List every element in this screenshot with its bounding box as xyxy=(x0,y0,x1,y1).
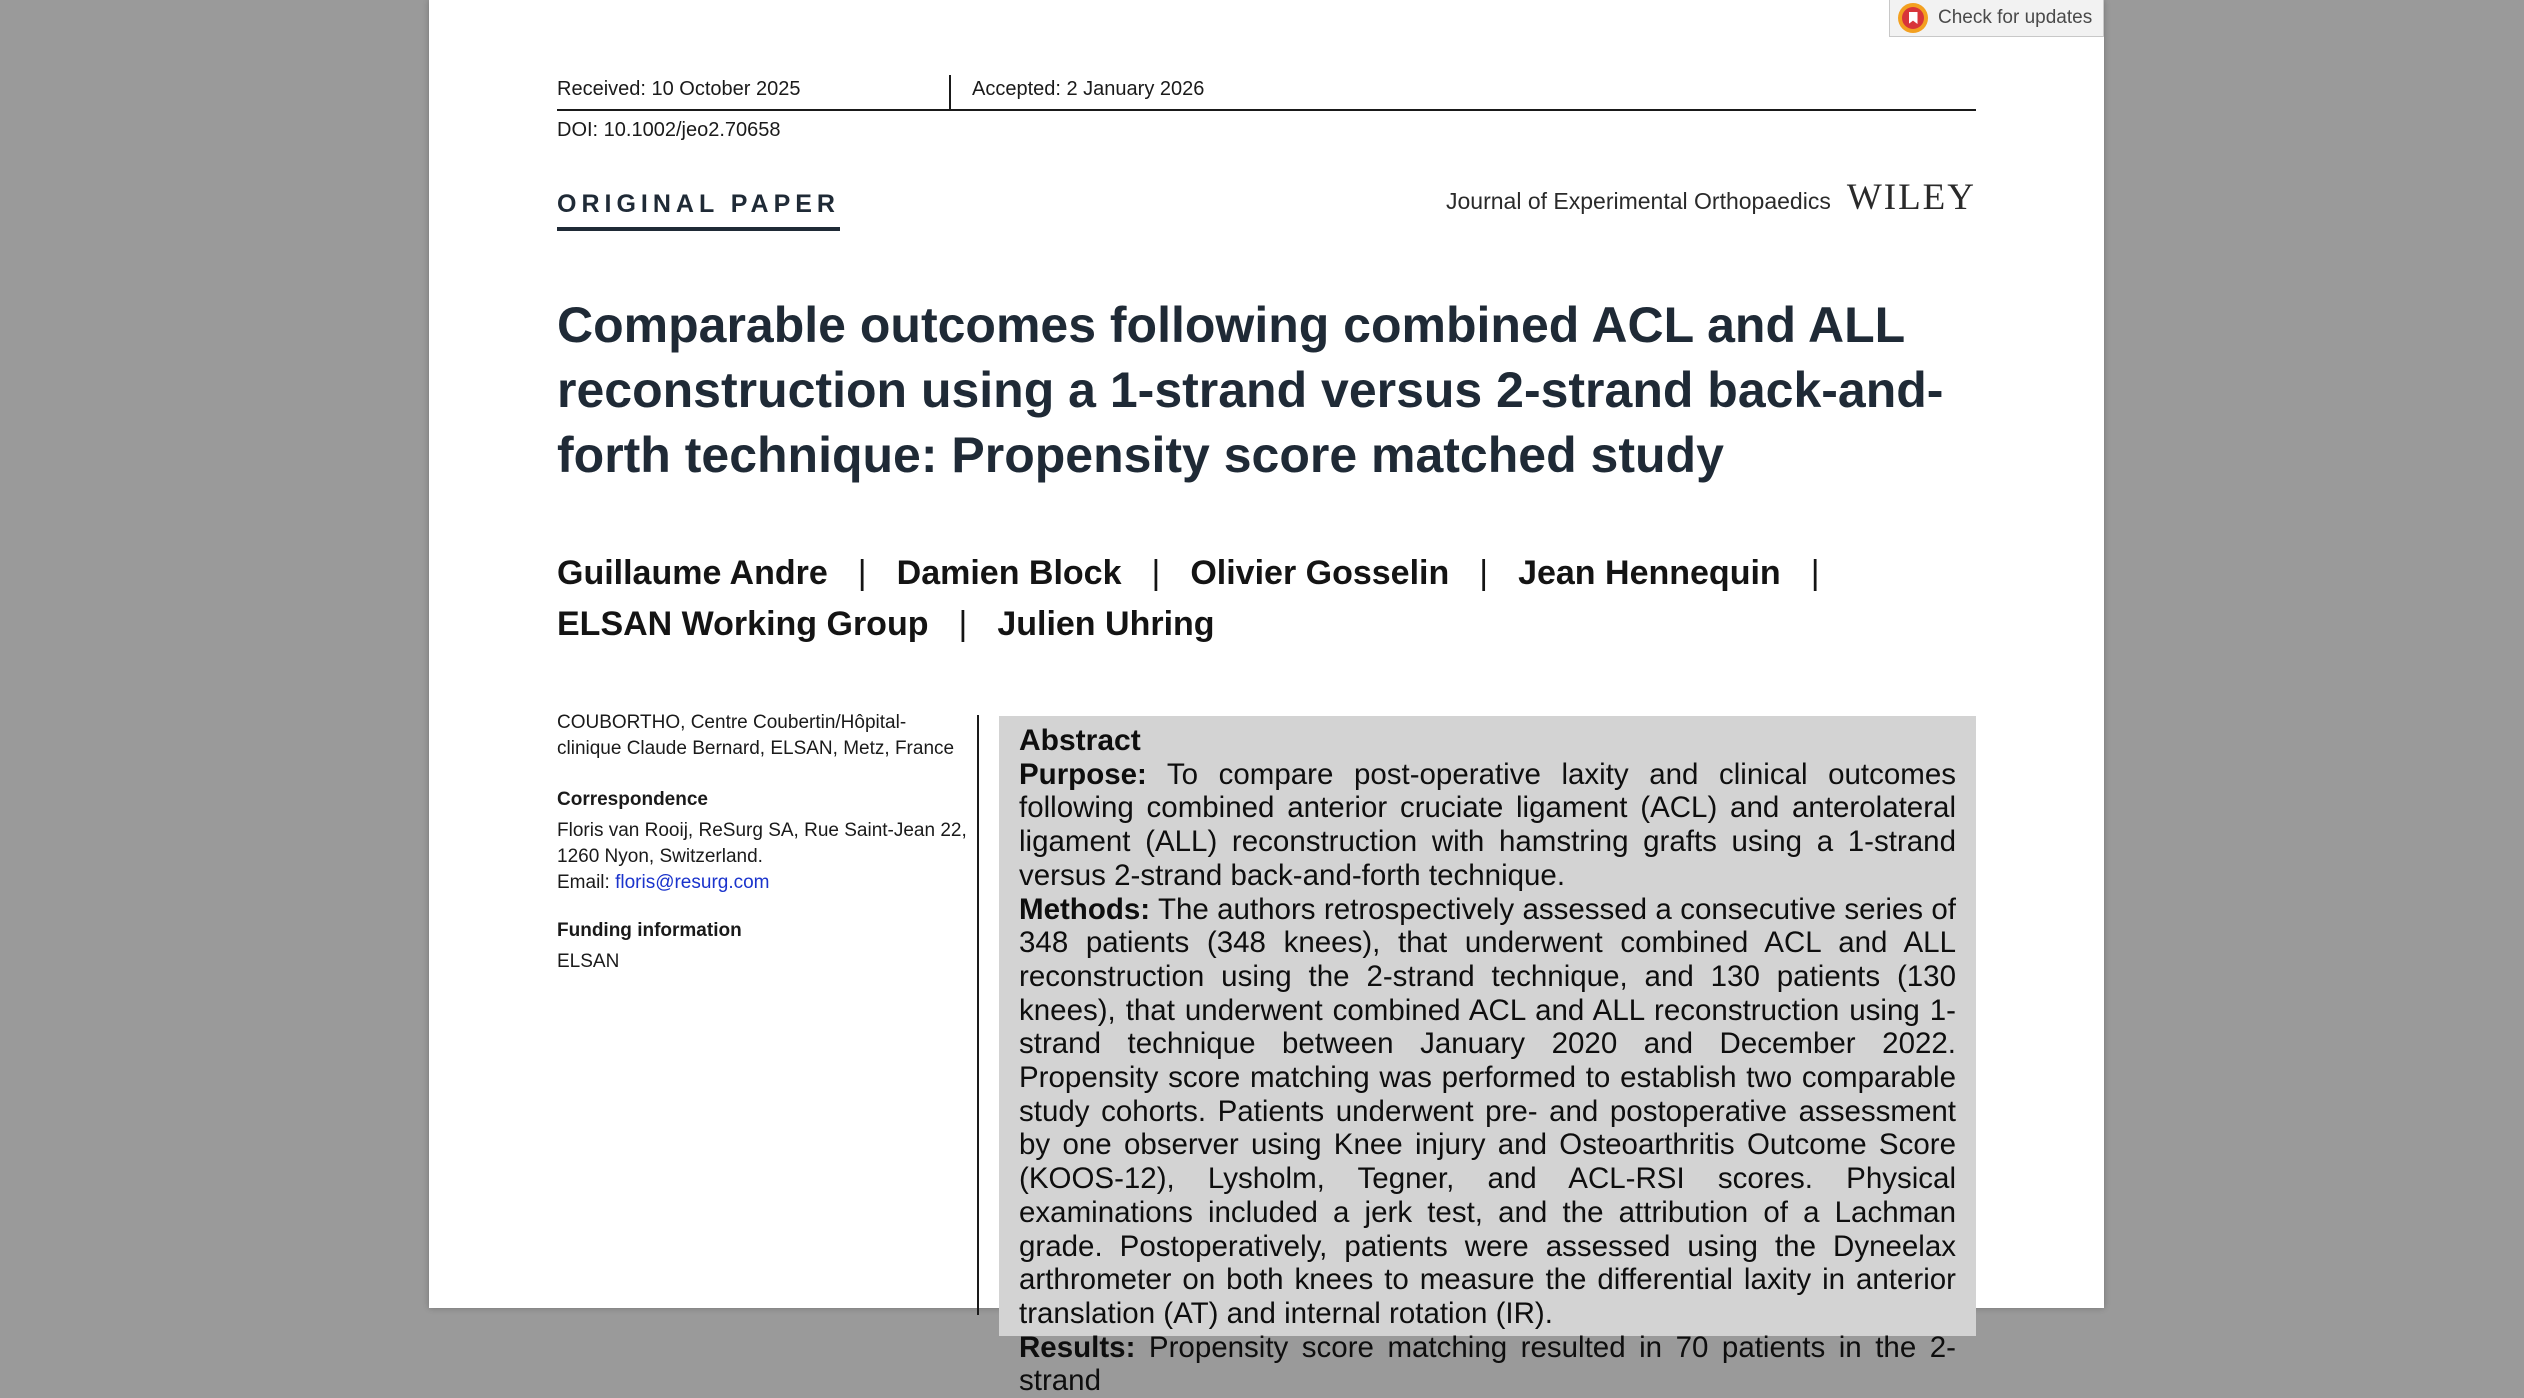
header-divider xyxy=(949,75,951,111)
abstract-methods xyxy=(1019,893,1956,1331)
correspondence-label: Correspondence xyxy=(557,789,708,810)
journal-name: Journal of Experimental Orthopaedics xyxy=(1446,188,1831,214)
author-name: Julien Uhring xyxy=(997,605,1215,643)
affiliation: COUBORTHO, Centre Coubertin/Hôpital-clinique Claude Bernard, ELSAN, Metz, France xyxy=(557,712,955,759)
author-separator: | xyxy=(1151,554,1161,592)
funding-text: ELSAN xyxy=(557,951,620,972)
correspondence-block xyxy=(557,787,967,896)
author-name: ELSAN Working Group xyxy=(557,605,929,643)
doi: DOI: 10.1002/jeo2.70658 xyxy=(557,119,781,141)
publisher-logo: WILEY xyxy=(1846,177,1976,218)
funding-label: Funding information xyxy=(557,920,742,941)
author-separator: | xyxy=(1479,554,1489,592)
author-separator: | xyxy=(958,605,968,643)
journal-brand xyxy=(1446,176,1976,219)
bookmark-badge-icon xyxy=(1898,3,1928,33)
methods-label: Methods: xyxy=(1019,892,1151,926)
author-separator: | xyxy=(857,554,867,592)
author-separator: | xyxy=(1810,554,1820,592)
purpose-text: To compare post-operative laxity and clinical outcomes following combined anterior cruciate ligament (ACL) and anterolateral ligament (ALL) reconstruction with hamstring grafts using a 1-strand versus 2-strand back-and-forth technique. xyxy=(1019,757,1956,892)
author-name: Jean Hennequin xyxy=(1518,554,1781,592)
author-name: Guillaume Andre xyxy=(557,554,828,592)
paper-title: Comparable outcomes following combined ACL and ALL reconstruction using a 1-strand versus 2-strand back-and-forth technique: Propensity score matched study xyxy=(557,297,1944,483)
email-link[interactable]: floris@resurg.com xyxy=(615,872,770,893)
article-info-sidebar xyxy=(557,710,967,997)
pdf-page xyxy=(429,0,2104,1398)
methods-text: The authors retrospectively assessed a consecutive series of 348 patients (348 knees), that underwent combined ACL and ALL reconstruction using the 2-strand technique, and 130 patients (130 knees), that underwent combined ACL and ALL reconstruction using 1-strand technique between January 2020 and December 2022. Propensity score matching was performed to establish two comparable study cohorts. Patients underwent pre- and postoperative assessment by one observer using Knee injury and Osteoarthritis Outcome Score (KOOS-12), Lysholm, Tegner, and ACL-RSI scores. Physical examinations included a jerk test, and the attribution of a Lachman grade. Postoperatively, patients were assessed using the Dyneelax arthrometer on both knees to measure the differential laxity in anterior translation (AT) and internal rotation (IR). xyxy=(1019,892,1957,1330)
author-name: Damien Block xyxy=(896,554,1122,592)
check-for-updates-button[interactable] xyxy=(1889,0,2104,37)
abstract-heading: Abstract xyxy=(1019,724,1141,757)
results-label: Results: xyxy=(1019,1330,1136,1364)
article-type: ORIGINAL PAPER xyxy=(557,190,840,231)
abstract-results xyxy=(1019,1331,1956,1398)
author-name: Olivier Gosselin xyxy=(1190,554,1450,592)
funding-block xyxy=(557,918,967,975)
results-text: Propensity score matching resulted in 70 patients in the 2-strand xyxy=(1019,1330,1956,1398)
received-date: Received: 10 October 2025 xyxy=(557,78,801,100)
correspondence-address: Floris van Rooij, ReSurg SA, Rue Saint-Jean 22, 1260 Nyon, Switzerland. xyxy=(557,820,967,867)
email-label: Email: xyxy=(557,872,616,893)
abstract-box xyxy=(999,716,1976,1398)
author-list xyxy=(557,548,1997,650)
purpose-label: Purpose: xyxy=(1019,757,1147,791)
column-divider xyxy=(977,715,979,1315)
email-line xyxy=(557,870,967,896)
abstract-purpose xyxy=(1019,758,1956,893)
header-dates xyxy=(557,75,1976,111)
accepted-date: Accepted: 2 January 2026 xyxy=(972,78,1205,100)
check-for-updates-label: Check for updates xyxy=(1938,7,2093,28)
